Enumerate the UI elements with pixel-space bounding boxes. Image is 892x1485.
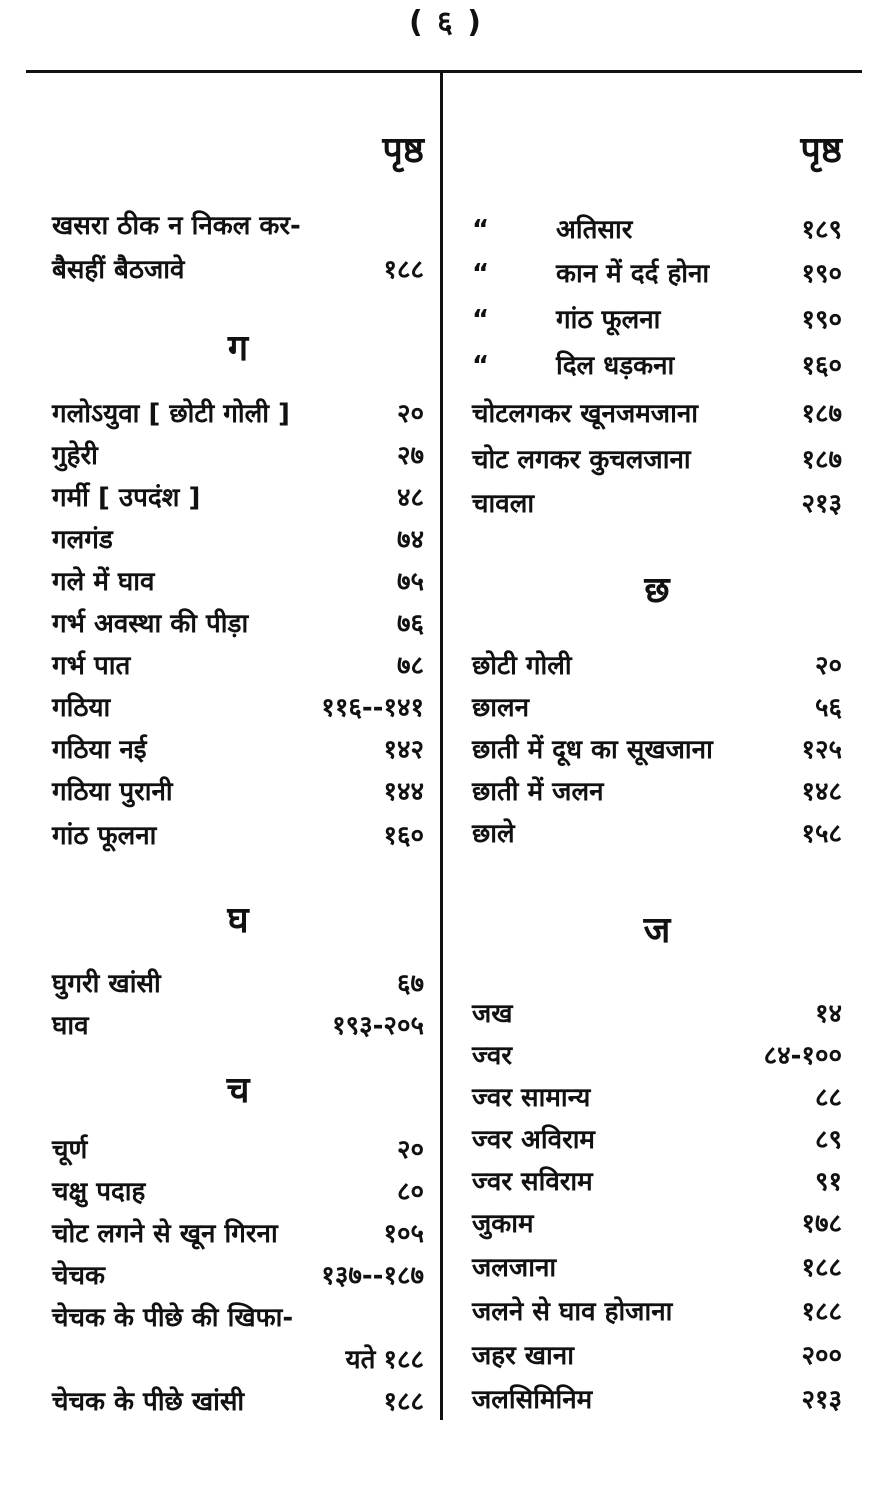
index-entry bbox=[472, 730, 842, 770]
index-entry bbox=[52, 1256, 424, 1296]
section-letter-j: ज bbox=[643, 910, 671, 951]
index-entry bbox=[472, 1078, 842, 1118]
entry-page: १४४ bbox=[383, 777, 424, 807]
entry-page: १९० bbox=[801, 305, 842, 335]
entry-page: २०० bbox=[801, 1341, 842, 1371]
index-entry bbox=[472, 1036, 842, 1076]
entry-text: छाती में जलन bbox=[472, 777, 604, 807]
entry-text: गलगंड bbox=[52, 525, 113, 555]
index-entry bbox=[472, 994, 842, 1034]
entry-page: ७४ bbox=[396, 525, 424, 555]
entry-text: जलसिमिनिम bbox=[472, 1385, 593, 1415]
index-entry bbox=[472, 346, 842, 386]
index-entry bbox=[472, 688, 842, 728]
entry-text: ज्वर सविराम bbox=[472, 1167, 593, 1197]
left-column bbox=[52, 0, 424, 1485]
entry-text: गांठ फूलना bbox=[52, 821, 157, 851]
column-divider bbox=[440, 72, 443, 1420]
entry-page: १४८ bbox=[801, 777, 842, 807]
index-entry bbox=[52, 1130, 424, 1170]
entry-page: १५८ bbox=[801, 819, 842, 849]
index-entry bbox=[52, 1172, 424, 1212]
entry-page: ११६--१४१ bbox=[321, 693, 424, 723]
entry-page: ७६ bbox=[396, 609, 424, 639]
index-entry bbox=[472, 1336, 842, 1376]
index-entry bbox=[52, 1382, 424, 1422]
entry-page: १७८ bbox=[801, 1209, 842, 1239]
index-entry bbox=[52, 816, 424, 856]
entry-page: १८८ bbox=[383, 1345, 424, 1375]
index-entry bbox=[472, 1120, 842, 1160]
index-entry bbox=[472, 772, 842, 812]
entry-page: ८९ bbox=[814, 1125, 842, 1155]
index-entry bbox=[472, 300, 842, 340]
entry-page: ८० bbox=[396, 1177, 424, 1207]
entry-text: घाव bbox=[52, 1011, 89, 1041]
entry-text: चोट लगने से खून गिरना bbox=[52, 1219, 278, 1249]
entry-text: छालन bbox=[472, 693, 530, 723]
ditto-mark: “ bbox=[472, 305, 490, 335]
entry-page: १८८ bbox=[383, 1387, 424, 1417]
entry-page: १४२ bbox=[383, 735, 424, 765]
entry-text: गठिया नई bbox=[52, 735, 147, 765]
ditto-mark: “ bbox=[472, 215, 490, 245]
entry-text: चेचक के पीछे की खिफा- bbox=[52, 1303, 294, 1333]
entry-page: ६७ bbox=[396, 969, 424, 999]
index-entry bbox=[52, 1340, 424, 1380]
page-number: ( ६ ) bbox=[409, 5, 483, 40]
entry-page: २० bbox=[814, 651, 842, 681]
index-entry bbox=[52, 1298, 424, 1338]
entry-page: २० bbox=[396, 1135, 424, 1165]
entry-text: कान में दर्द होना bbox=[556, 259, 710, 289]
entry-text: दिल धड़कना bbox=[556, 351, 675, 381]
entry-page: १९० bbox=[801, 259, 842, 289]
entry-page: २० bbox=[396, 399, 424, 429]
entry-text: चक्षु पदाह bbox=[52, 1177, 146, 1207]
index-entry bbox=[472, 646, 842, 686]
index-entry bbox=[52, 250, 424, 290]
index-entry bbox=[52, 964, 424, 1004]
entry-page: १६० bbox=[801, 351, 842, 381]
index-entry bbox=[52, 394, 424, 434]
entry-text: छाती में दूध का सूखजाना bbox=[472, 735, 713, 765]
index-entry bbox=[472, 1162, 842, 1202]
entry-page: ४८ bbox=[396, 483, 424, 513]
index-entry bbox=[52, 646, 424, 686]
entry-text: बैसहीं बैठजावे bbox=[52, 255, 185, 285]
entry-text: गलोऽयुवा [ छोटी गोली ] bbox=[52, 399, 290, 429]
ditto-mark: “ bbox=[472, 259, 490, 289]
entry-text: छाले bbox=[472, 819, 515, 849]
right-page-heading: पृष्ठ bbox=[800, 130, 842, 171]
entry-page: १८८ bbox=[801, 1253, 842, 1283]
entry-text: ज्वर सामान्य bbox=[472, 1083, 591, 1113]
entry-text: घुगरी खांसी bbox=[52, 969, 161, 999]
entry-text: गठिया पुरानी bbox=[52, 777, 173, 807]
index-entry bbox=[52, 730, 424, 770]
entry-page: ८४-१०० bbox=[763, 1041, 842, 1071]
entry-page: १८९ bbox=[801, 215, 842, 245]
entry-text: खसरा ठीक न निकल कर- bbox=[52, 211, 301, 241]
index-entry bbox=[52, 688, 424, 728]
entry-page: १०५ bbox=[383, 1219, 424, 1249]
entry-page: १८८ bbox=[801, 1297, 842, 1327]
entry-text: गर्भ अवस्था की पीड़ा bbox=[52, 609, 249, 639]
index-entry bbox=[52, 436, 424, 476]
entry-text: जलने से घाव होजाना bbox=[472, 1297, 673, 1327]
index-entry bbox=[472, 1204, 842, 1244]
entry-text: जहर खाना bbox=[472, 1341, 574, 1371]
index-entry bbox=[472, 1292, 842, 1332]
entry-text: चेचक bbox=[52, 1261, 105, 1291]
entry-page: ७५ bbox=[396, 567, 424, 597]
entry-page: २१३ bbox=[801, 1385, 842, 1415]
index-entry bbox=[52, 1006, 424, 1046]
section-letter-g: ग bbox=[227, 328, 249, 369]
entry-text: जुकाम bbox=[472, 1209, 534, 1239]
entry-text: ज्वर अविराम bbox=[472, 1125, 595, 1155]
entry-text: चोटलगकर खूनजमजाना bbox=[472, 399, 698, 429]
entry-page: १९३-२०५ bbox=[332, 1011, 424, 1041]
index-entry bbox=[52, 478, 424, 518]
entry-page: ९१ bbox=[814, 1167, 842, 1197]
index-entry bbox=[472, 814, 842, 854]
index-entry bbox=[472, 1380, 842, 1420]
left-page-heading: पृष्ठ bbox=[382, 130, 424, 171]
index-entry bbox=[472, 440, 842, 480]
entry-text: छोटी गोली bbox=[472, 651, 572, 681]
index-entry bbox=[52, 520, 424, 560]
ditto-mark: “ bbox=[472, 351, 490, 381]
right-column bbox=[472, 0, 842, 1485]
entry-page: १८७ bbox=[801, 445, 842, 475]
entry-text: चूर्ण bbox=[52, 1135, 88, 1165]
entry-text: गठिया bbox=[52, 693, 111, 723]
entry-text: यते bbox=[345, 1345, 376, 1375]
index-entry bbox=[472, 1248, 842, 1288]
entry-page: १४ bbox=[814, 999, 842, 1029]
index-entry bbox=[52, 562, 424, 602]
entry-page: ७८ bbox=[396, 651, 424, 681]
index-entry bbox=[52, 772, 424, 812]
entry-page: १८८ bbox=[383, 255, 424, 285]
entry-page: ५६ bbox=[814, 693, 842, 723]
entry-text: गांठ फूलना bbox=[556, 305, 661, 335]
entry-text: गले में घाव bbox=[52, 567, 155, 597]
index-entry bbox=[52, 206, 424, 246]
entry-text: जख bbox=[472, 999, 513, 1029]
entry-page: २७ bbox=[396, 441, 424, 471]
entry-text: चेचक के पीछे खांसी bbox=[52, 1387, 245, 1417]
section-letter-gh: घ bbox=[227, 900, 249, 941]
index-entry bbox=[52, 1214, 424, 1254]
entry-page: १२५ bbox=[801, 735, 842, 765]
entry-page: २१३ bbox=[801, 489, 842, 519]
section-letter-ch: च bbox=[226, 1070, 250, 1111]
entry-page: १८७ bbox=[801, 399, 842, 429]
section-letter-chh: छ bbox=[644, 570, 670, 611]
entry-page: १३७--१८७ bbox=[321, 1261, 424, 1291]
index-entry bbox=[52, 604, 424, 644]
entry-text: गर्मी [ उपदंश ] bbox=[52, 483, 201, 513]
entry-text: जलजाना bbox=[472, 1253, 557, 1283]
index-entry bbox=[472, 254, 842, 294]
entry-text: अतिसार bbox=[556, 215, 633, 245]
entry-text: ज्वर bbox=[472, 1041, 512, 1071]
index-entry bbox=[472, 484, 842, 524]
entry-text: चावला bbox=[472, 489, 535, 519]
index-entry bbox=[472, 210, 842, 250]
entry-text: गर्भ पात bbox=[52, 651, 131, 681]
entry-text: गुहेरी bbox=[52, 441, 98, 471]
entry-page: ८८ bbox=[814, 1083, 842, 1113]
entry-page: १६० bbox=[383, 821, 424, 851]
entry-text: चोट लगकर कुचलजाना bbox=[472, 445, 691, 475]
index-entry bbox=[472, 394, 842, 434]
